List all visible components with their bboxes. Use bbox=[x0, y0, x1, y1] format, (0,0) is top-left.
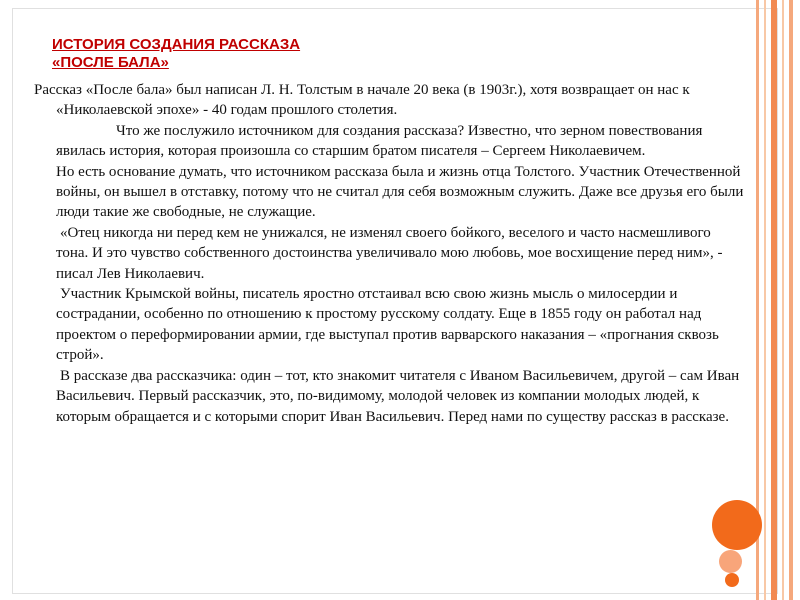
stripe bbox=[782, 0, 784, 600]
decorative-circle-small bbox=[725, 573, 739, 587]
decorative-circle-medium bbox=[719, 550, 742, 573]
stripe bbox=[771, 0, 777, 600]
paragraph-narrators: В рассказе два рассказчика: один – тот, кто знакомит читателя с Иваном Васильевичем, другой – сам Иван Васильевич. Первый рассказчик, это, по-видимому, молодой человек из компании молодых людей, к которым обращается и с которыми спорит Иван Васильевич. Перед нами по существу рассказ в рассказе. bbox=[56, 367, 740, 425]
stripe bbox=[789, 0, 793, 600]
title-line-1: ИСТОРИЯ СОЗДАНИЯ РАССКАЗА bbox=[52, 36, 301, 53]
stripe bbox=[764, 0, 766, 600]
decorative-circle-large bbox=[712, 500, 762, 550]
slide-body bbox=[34, 80, 746, 427]
paragraph-source: Что же послужило источником для создания рассказа? Известно, что зерном повествования явилась история, которая произошла со старшим братом писателя – Сергеем Николаевичем. bbox=[56, 122, 703, 160]
slide-title bbox=[52, 36, 300, 72]
paragraph-father: Но есть основание думать, что источником рассказа была и жизнь отца Толстого. Участник Отечественной войны, он вышел в отставку, потому что не считал для себя возможным служить. Даже все друзья его были люди такие же свободные, не служащие. bbox=[56, 163, 744, 221]
paragraph-quote: «Отец никогда ни перед кем не унижался, не изменял своего бойкого, веселого и часто насмешливого тона. И это чувство собственного достоинства увеличивало мою любовь, мое восхищение перед ним», - писал Лев Николаевич. bbox=[56, 224, 723, 282]
decorative-side-stripes bbox=[754, 0, 800, 600]
paragraph-crimean-war: Участник Крымской войны, писатель яростно отстаивал всю свою жизнь мысль о милосердии и сострадании, особенно по отношению к простому русскому солдату. Еще в 1855 году он работал над проектом о переформировании армии, где выступал против варварского наказания – «прогнания сквозь строй». bbox=[56, 286, 719, 364]
title-line-2: «ПОСЛЕ БАЛА» bbox=[52, 54, 169, 71]
paragraph-intro: Рассказ «После бала» был написан Л. Н. Толстым в начале 20 века (в 1903г.), хотя возвращает он нас к «Николаевской эпохе» - 40 годам прошлого столетия. bbox=[34, 82, 690, 119]
